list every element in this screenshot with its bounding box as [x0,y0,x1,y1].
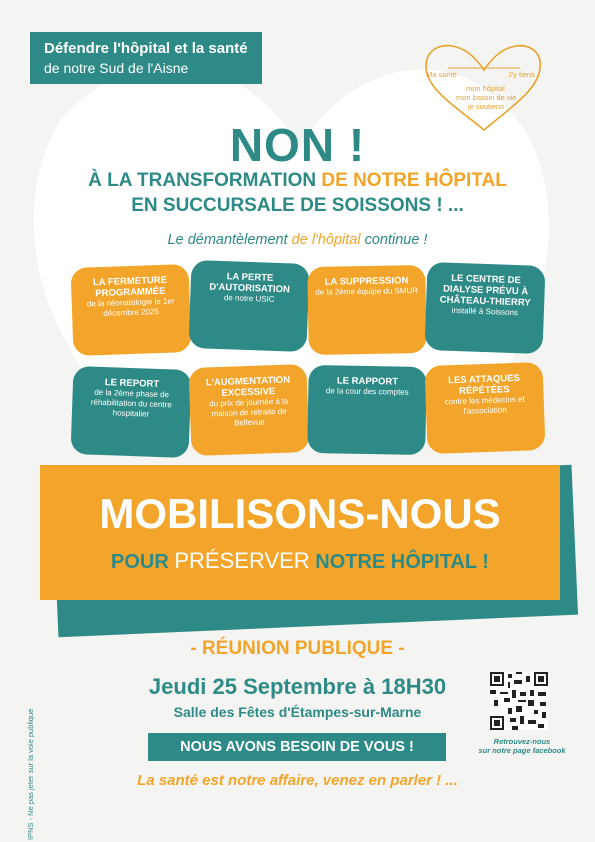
logo-line-3: je soutiens [468,102,504,111]
qr-caption-line-1: Retrouvez-nous [493,737,551,746]
card-centre-dialyse [425,262,546,354]
card-body: de la 2ème équipe du SMUR [315,286,419,297]
header-line-2: de notre Sud de l'Aisne [44,60,189,76]
card-body: de la néonatalogie le 1er décembre 2025 [86,296,175,318]
mobilisons-title: MOBILISONS-NOUS [99,490,501,537]
card-suppression [307,265,427,355]
card-heading: LA FERMETURE PROGRAMMÉE [92,274,168,300]
subtitle-part-1: Le démantèlement [167,232,292,248]
card-heading: L'AUGMENTATION EXCESSIVE [205,374,291,399]
card-body: de notre USIC [223,293,275,304]
card-perte-autorisation [189,260,310,352]
card-body: de la 2ème phase de réhabilitation du centre hospitalier [90,387,172,419]
card-augmentation [189,364,310,456]
header-band [30,32,262,84]
title-line-3: EN SUCCURSALE DE SOISSONS ! ... [131,195,464,216]
card-heading: LA SUPPRESSION [324,275,409,288]
card-fermeture [71,264,192,356]
side-note: IPNS - Ne pas jeter sur la voie publique [26,708,35,840]
card-heading: LE REPORT [104,377,160,390]
mobilisons-pour: POUR [111,551,175,573]
subtitle [0,232,595,248]
logo-right-text: J'y tiens [508,70,535,79]
logo-line-1: mon hôpital [466,84,505,93]
card-report [71,366,192,458]
title-line-2-orange: DE NOTRE HÔPITAL [321,170,507,191]
mobilisons-subtitle [40,548,560,574]
title-line-2 [0,170,595,192]
logo-left-text: Ma santé [426,70,457,79]
reunion-heading: - RÉUNION PUBLIQUE - [190,638,405,659]
mobilisons-preserver: PRÉSERVER [174,548,310,573]
title-line-2-teal: À LA TRANSFORMATION [88,170,322,191]
event-place: Salle des Fêtes d'Étampes-sur-Marne [173,704,422,720]
card-body: installé à Soissons [451,305,519,318]
mobilisons-rest: NOTRE HÔPITAL ! [309,551,489,573]
footer-slogan: La santé est notre affaire, venez en parler ! ... [137,772,458,789]
qr-caption [472,737,572,755]
logo-line-2: mon bassin de vie [456,93,517,102]
card-body: du prix de journée à la maison de retraite de Bellevue [209,396,289,428]
card-body: de la cour des comptes [325,386,409,397]
title-non: NON ! [229,119,366,171]
card-heading: LE RAPPORT [336,375,399,388]
qr-code-icon[interactable] [490,672,548,730]
subtitle-part-2: de l'hôpital [291,232,361,248]
card-attaques [425,362,546,454]
card-heading: LES ATTAQUES RÉPÉTÉES [448,372,520,397]
card-heading: LA PERTE D'AUTORISATION [209,271,291,296]
qr-caption-line-2: sur notre page facebook [478,746,566,755]
card-rapport [307,365,427,455]
card-heading: LE CENTRE DE DIALYSE PRÉVU À CHÂTEAU-THIERRY [439,272,531,309]
header-line-1: Défendre l'hôpital et la santé [44,40,248,57]
card-body: contre les médecins et l'association [444,394,525,416]
besoin-banner: NOUS AVONS BESOIN DE VOUS ! [148,733,446,761]
event-date: Jeudi 25 Septembre à 18H30 [148,674,447,699]
subtitle-part-3: continue ! [360,232,428,248]
